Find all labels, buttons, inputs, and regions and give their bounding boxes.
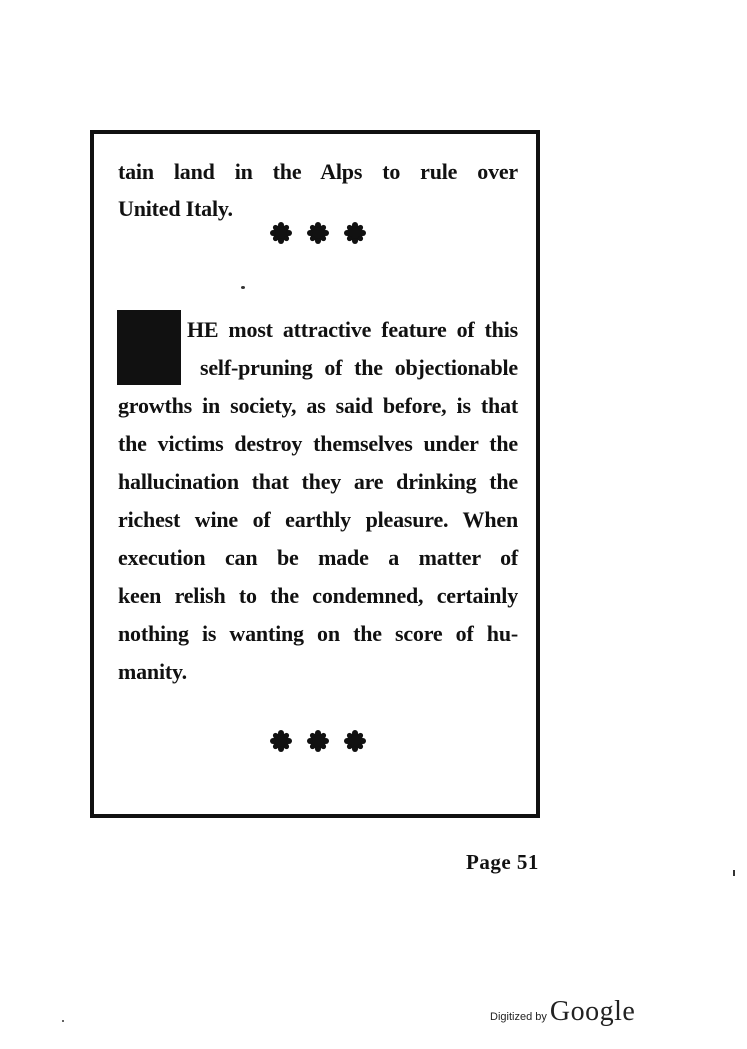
scan-speck [733, 870, 735, 876]
rosette-ornament-icon [307, 222, 329, 244]
text-line: HE most attractive feature of this [187, 317, 518, 342]
text-line: execution can be made a matter of [118, 545, 518, 570]
google-logo-text: Google [549, 996, 636, 1027]
ornament-divider-bottom [270, 729, 366, 753]
text-line: richest wine of earthly pleasure. When [118, 507, 518, 532]
digitized-by-google-watermark [490, 996, 635, 1028]
rosette-ornament-icon [270, 222, 292, 244]
rosette-ornament-icon [344, 222, 366, 244]
page-number: Page 51 [466, 850, 539, 874]
text-line: the victims destroy themselves under the [118, 431, 518, 456]
text-line: United Italy. [118, 196, 233, 221]
text-line: keen relish to the condemned, certainly [118, 583, 518, 608]
scan-speck [241, 286, 245, 289]
text-line: self-pruning of the objectionable [200, 355, 518, 380]
drop-cap-block [117, 310, 181, 385]
text-line: growths in society, as said before, is that [118, 393, 518, 418]
rosette-ornament-icon [270, 730, 292, 752]
scan-speck [62, 1020, 64, 1022]
text-line: nothing is wanting on the score of hu- [118, 621, 518, 646]
text-line: hallucination that they are drinking the [118, 469, 518, 494]
ornament-divider-top [270, 221, 366, 245]
rosette-ornament-icon [307, 730, 329, 752]
text-line: manity. [118, 659, 187, 684]
rosette-ornament-icon [344, 730, 366, 752]
digitized-label: Digitized by [490, 1011, 547, 1023]
text-line: tain land in the Alps to rule over [118, 159, 518, 184]
